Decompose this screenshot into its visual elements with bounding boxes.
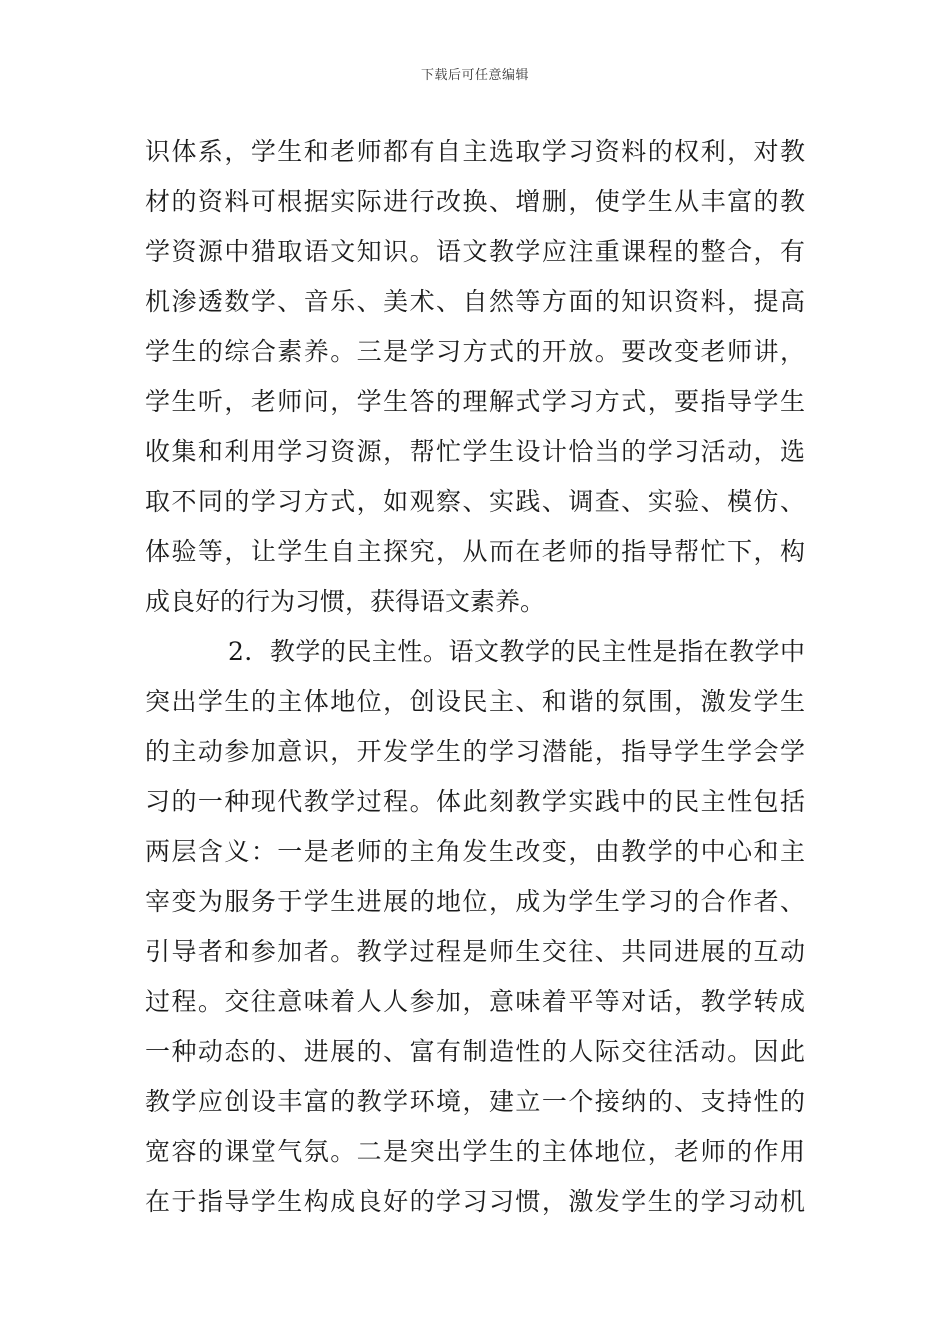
text-line: 宽容的课堂气氛。二是突出学生的主体地位，老师的作用 bbox=[145, 1137, 805, 1166]
text-line: 收集和利用学习资源，帮忙学生设计恰当的学习活动，选 bbox=[145, 437, 805, 466]
text-line: 体验等，让学生自主探究，从而在老师的指导帮忙下，构 bbox=[145, 537, 805, 566]
text-line: 取不同的学习方式，如观察、实践、调查、实验、模仿、 bbox=[145, 487, 805, 516]
text-line: 突出学生的主体地位，创设民主、和谐的氛围，激发学生 bbox=[145, 687, 805, 716]
text-line: 两层含义：一是老师的主角发生改变，由教学的中心和主 bbox=[145, 837, 805, 866]
document-body bbox=[145, 127, 805, 1227]
text-line: 一种动态的、进展的、富有制造性的人际交往活动。因此 bbox=[145, 1037, 805, 1066]
text-line: 在于指导学生构成良好的学习习惯，激发学生的学习动机 bbox=[145, 1187, 805, 1216]
text-line: 的主动参加意识，开发学生的学习潜能，指导学生学会学 bbox=[145, 737, 805, 766]
text-line: 学生的综合素养。三是学习方式的开放。要改变老师讲， bbox=[145, 337, 805, 366]
text-line: 成良好的行为习惯，获得语文素养。 bbox=[145, 587, 546, 616]
text-line: 宰变为服务于学生进展的地位，成为学生学习的合作者、 bbox=[145, 887, 805, 916]
text-line: 教学应创设丰富的教学环境，建立一个接纳的、支持性的 bbox=[145, 1087, 805, 1116]
text-line: 机渗透数学、音乐、美术、自然等方面的知识资料，提高 bbox=[145, 287, 805, 316]
text-line: 过程。交往意味着人人参加，意味着平等对话，教学转成 bbox=[145, 987, 805, 1016]
text-line: 习的一种现代教学过程。体此刻教学实践中的民主性包括 bbox=[145, 787, 805, 816]
text-line: 学资源中猎取语文知识。语文教学应注重课程的整合，有 bbox=[145, 237, 805, 266]
page-header: 下载后可任意编辑 bbox=[420, 68, 529, 83]
text-line: 2．教学的民主性。语文教学的民主性是指在教学中 bbox=[228, 637, 805, 666]
text-line: 学生听，老师问，学生答的理解式学习方式，要指导学生 bbox=[145, 387, 805, 416]
text-line: 引导者和参加者。教学过程是师生交往、共同进展的互动 bbox=[145, 937, 805, 966]
paragraph-2 bbox=[145, 627, 805, 1227]
text-line: 材的资料可根据实际进行改换、增删，使学生从丰富的教 bbox=[145, 187, 805, 216]
paragraph-1 bbox=[145, 127, 805, 627]
text-line: 识体系，学生和老师都有自主选取学习资料的权利，对教 bbox=[145, 137, 805, 166]
